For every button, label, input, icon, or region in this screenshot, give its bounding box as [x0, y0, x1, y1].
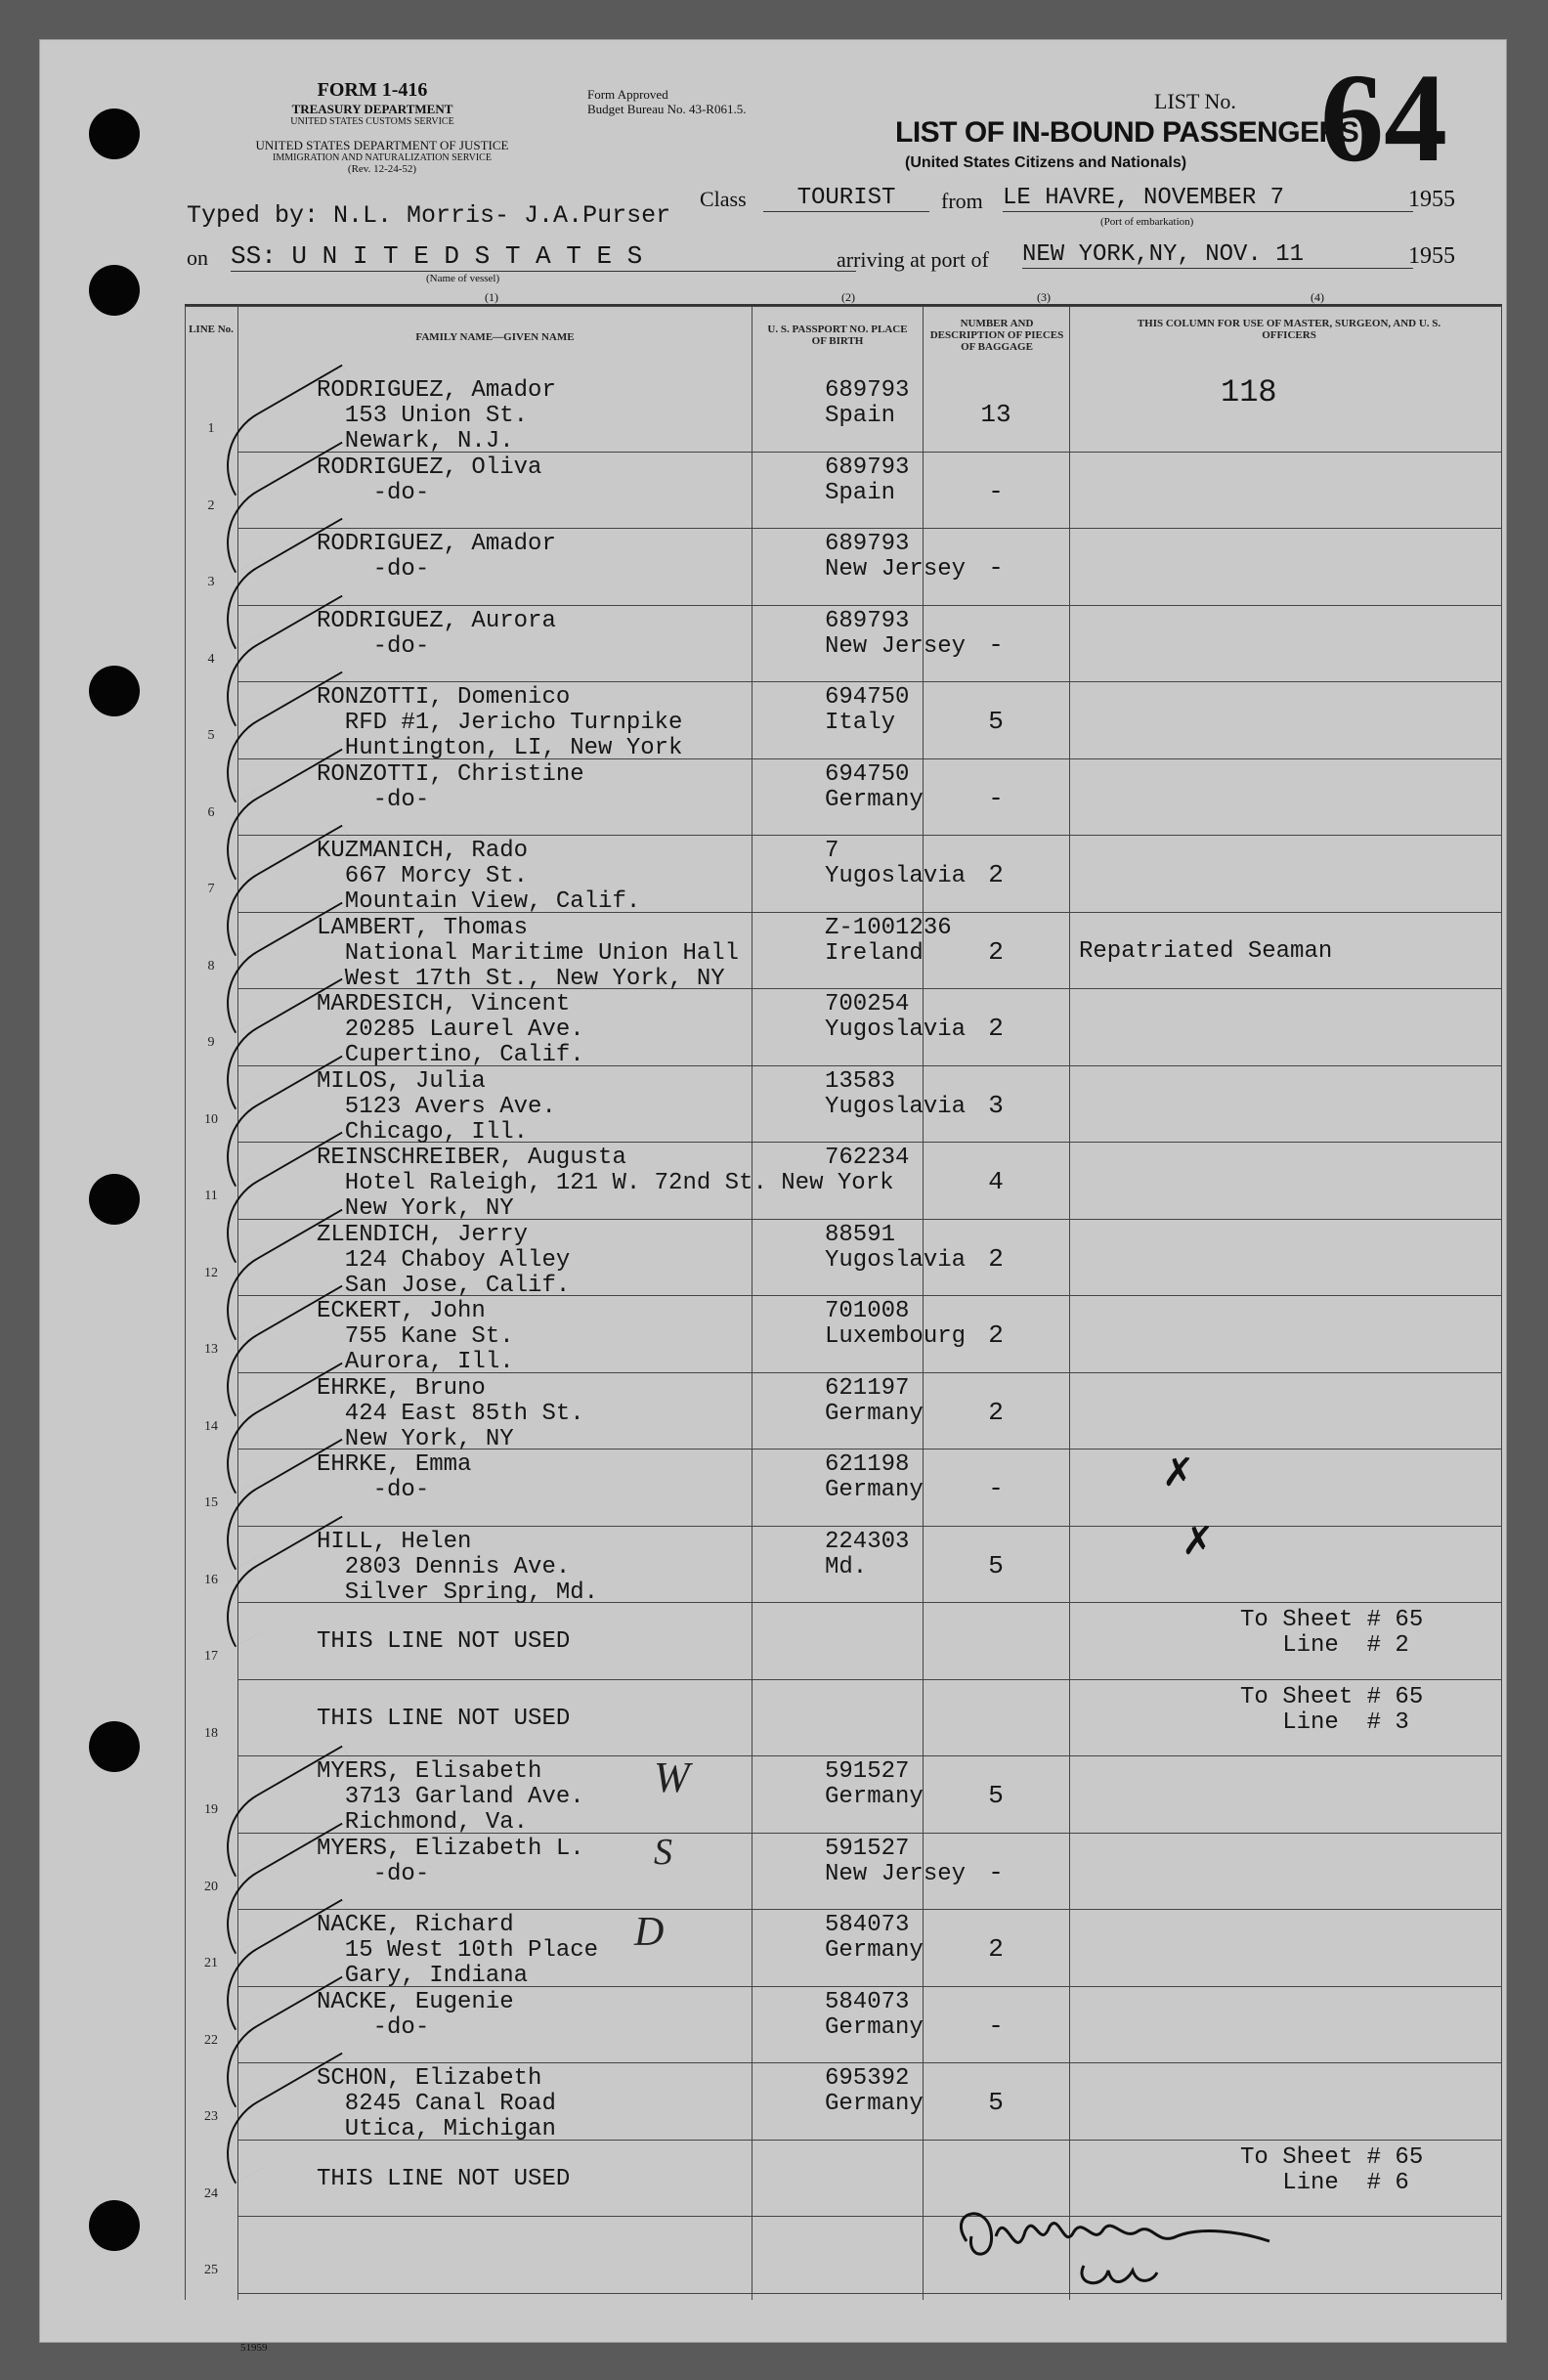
passport-birthplace: 88591 Yugoslavia [825, 1221, 967, 1274]
col-number-4: (4) [1311, 290, 1324, 304]
passenger-name: RODRIGUEZ, Amador 153 Union St. Newark, N.J. [317, 377, 556, 454]
line-number: 5 [207, 728, 215, 743]
col-header-officers: THIS COLUMN FOR USE OF MASTER, SURGEON, AND U. S. OFFICERS [1137, 318, 1441, 341]
class-label: Class [700, 187, 747, 211]
vessel-name: SS: U N I T E D S T A T E S [231, 241, 856, 272]
passport-birthplace: 621197 Germany [825, 1374, 924, 1427]
punch-hole [89, 108, 140, 159]
row-divider [237, 681, 1502, 682]
passport-birthplace: 689793 New Jersey [825, 531, 967, 583]
baggage-count: 4 [988, 1167, 1004, 1196]
line-number: 1 [207, 421, 215, 436]
line-number: 22 [204, 2032, 218, 2048]
baggage-count: 2 [988, 1320, 1004, 1350]
scribble-mark: ✗ [1182, 1519, 1215, 1563]
baggage-count: - [988, 553, 1004, 583]
passport-birthplace: 584073 Germany [825, 1988, 924, 2041]
line-number: 4 [207, 651, 215, 667]
passenger-name: MILOS, Julia 5123 Avers Ave. Chicago, Ill. [317, 1067, 556, 1146]
col-number-3: (3) [1037, 290, 1051, 304]
line-number: 8 [207, 958, 215, 974]
officer-note: Repatriated Seaman [1079, 937, 1333, 965]
passenger-name: LAMBERT, Thomas National Maritime Union Hall West 17th St., New York, NY [317, 914, 740, 992]
baggage-count: 2 [988, 936, 1004, 967]
passport-birthplace: 694750 Italy [825, 684, 910, 736]
passenger-name: HILL, Helen 2803 Dennis Ave. Silver Spring, Md. [317, 1528, 599, 1606]
passport-birthplace: 694750 Germany [825, 760, 924, 813]
passenger-name: EHRKE, Bruno 424 East 85th St. New York, NY [317, 1374, 584, 1452]
arriving-value: NEW YORK,NY, NOV. 11 [1022, 241, 1413, 269]
handwritten-w: W [654, 1753, 690, 1801]
arriving-year: 1955 [1408, 243, 1455, 269]
passenger-name: KUZMANICH, Rado 667 Morcy St. Mountain View, Calif. [317, 838, 641, 915]
officer-note: To Sheet # 65 Line # 2 [1240, 1607, 1424, 1659]
baggage-count: 5 [988, 1550, 1004, 1580]
form-header [255, 79, 490, 127]
form-approved: Form Approved [587, 87, 668, 102]
passenger-name: RONZOTTI, Domenico RFD #1, Jericho Turnpike Huntington, LI, New York [317, 684, 683, 761]
baggage-count: 2 [988, 1934, 1004, 1964]
row-divider [237, 2293, 1502, 2294]
inspector-signature [947, 2192, 1299, 2300]
customs-service: UNITED STATES CUSTOMS SERVICE [290, 116, 454, 127]
passenger-name: RODRIGUEZ, Aurora -do- [317, 607, 556, 660]
passenger-name: RONZOTTI, Christine -do- [317, 760, 584, 813]
passenger-name: RODRIGUEZ, Oliva -do- [317, 454, 542, 506]
list-label: LIST No. [1154, 89, 1236, 113]
passport-birthplace: 689793 Spain [825, 377, 910, 429]
punch-hole [89, 1174, 140, 1225]
approval [587, 87, 746, 116]
passenger-name: ECKERT, John 755 Kane St. Aurora, Ill. [317, 1298, 514, 1375]
col-number-2: (2) [841, 290, 855, 304]
line-number: 18 [204, 1725, 218, 1741]
list-number: 64 [1320, 48, 1447, 189]
row-divider [237, 835, 1502, 836]
line-number: 11 [204, 1189, 218, 1203]
from-label: from [941, 189, 983, 213]
passenger-name: THIS LINE NOT USED [317, 1705, 571, 1732]
baggage-count: 2 [988, 1397, 1004, 1427]
row-divider [237, 2062, 1502, 2063]
justice-dept: UNITED STATES DEPARTMENT OF JUSTICE [255, 138, 509, 152]
punch-hole [89, 1721, 140, 1772]
line-number: 6 [207, 804, 215, 820]
list-subtitle: (United States Citizens and Nationals) [905, 154, 1187, 171]
line-number: 20 [204, 1879, 218, 1894]
row-divider [237, 2216, 1502, 2217]
baggage-count: 2 [988, 860, 1004, 889]
passport-birthplace: 701008 Luxembourg [825, 1298, 967, 1350]
on-label: on [187, 245, 208, 270]
baggage-count: 5 [988, 2088, 1004, 2117]
line-number: 21 [204, 1956, 218, 1970]
passenger-name: EHRKE, Emma -do- [317, 1451, 472, 1503]
line-number: 14 [204, 1418, 218, 1434]
baggage-count: - [988, 1474, 1004, 1503]
passport-birthplace: 762234 [825, 1145, 910, 1171]
revision: (Rev. 12-24-52) [347, 163, 417, 175]
passport-birthplace: 689793 New Jersey [825, 607, 967, 660]
baggage-count: - [988, 476, 1004, 506]
passenger-name: RODRIGUEZ, Amador -do- [317, 531, 556, 583]
line-number: 24 [204, 2185, 218, 2201]
justice-header [187, 138, 578, 175]
baggage-count: - [988, 2011, 1004, 2041]
typed-by: Typed by: N.L. Morris- J.A.Purser [187, 201, 671, 230]
budget-bureau: Budget Bureau No. 43-R061.5. [587, 102, 747, 116]
baggage-count: 13 [980, 400, 1011, 429]
passport-birthplace: 700254 Yugoslavia [825, 991, 967, 1043]
passport-birthplace: 584073 Germany [825, 1912, 924, 1964]
form-number: FORM 1-416 [317, 79, 428, 101]
col-header-line: LINE No. [189, 324, 234, 335]
punch-hole [89, 2200, 140, 2251]
list-title: LIST OF IN-BOUND PASSENGERS [895, 116, 1359, 149]
punch-hole [89, 265, 140, 316]
passenger-name: THIS LINE NOT USED [317, 2165, 571, 2192]
passport-birthplace: 689793 Spain [825, 454, 910, 506]
passenger-name: NACKE, Eugenie -do- [317, 1988, 514, 2041]
passenger-name: ZLENDICH, Jerry 124 Chaboy Alley San Jose, Calif. [317, 1221, 571, 1299]
row-divider [237, 1679, 1502, 1680]
row-divider [237, 1755, 1502, 1756]
passport-birthplace: 224303 Md. [825, 1528, 910, 1580]
line-number: 19 [204, 1802, 218, 1817]
class-value: TOURIST [763, 185, 929, 212]
baggage-count: 5 [988, 707, 1004, 736]
row-divider [237, 1526, 1502, 1527]
baggage-count: 3 [988, 1090, 1004, 1120]
line-number: 3 [207, 575, 215, 589]
line-number: 9 [207, 1035, 215, 1050]
baggage-count: 2 [988, 1014, 1004, 1043]
passenger-name: MARDESICH, Vincent 20285 Laurel Ave. Cupertino, Calif. [317, 991, 584, 1068]
footer-code: 51959 [240, 2342, 268, 2354]
officer-note: To Sheet # 65 Line # 6 [1240, 2143, 1424, 2196]
passenger-name: NACKE, Richard 15 West 10th Place Gary, Indiana [317, 1912, 599, 1989]
baggage-count: 5 [988, 1781, 1004, 1810]
officer-note: To Sheet # 65 Line # 3 [1240, 1683, 1424, 1736]
passenger-name: SCHON, Elizabeth 8245 Canal Road Utica, Michigan [317, 2065, 556, 2142]
passport-birthplace: Z-1001236 Ireland [825, 914, 952, 967]
baggage-count: - [988, 783, 1004, 813]
passport-birthplace: 7 Yugoslavia [825, 838, 967, 889]
baggage-count: - [988, 629, 1004, 660]
from-year: 1955 [1408, 187, 1455, 212]
line-number: 2 [207, 498, 215, 513]
passport-birthplace: 13583 Yugoslavia [825, 1067, 967, 1120]
passport-birthplace: 621198 Germany [825, 1451, 924, 1503]
baggage-count: 2 [988, 1243, 1004, 1274]
scribble-mark: ✗ [1162, 1450, 1195, 1494]
vessel-caption: (Name of vessel) [426, 273, 500, 284]
passenger-name: THIS LINE NOT USED [317, 1628, 571, 1655]
passenger-name: MYERS, Elisabeth 3713 Garland Ave. Richmond, Va. [317, 1758, 584, 1836]
passenger-table [185, 304, 1502, 2300]
line-number: 23 [204, 2109, 218, 2124]
line-number: 15 [204, 1495, 218, 1510]
officer-note: 118 [1221, 374, 1277, 411]
handwritten-d: D [634, 1910, 665, 1955]
punch-hole [89, 666, 140, 716]
arriving-label: arriving at port of [837, 247, 989, 272]
from-value: LE HAVRE, NOVEMBER 7 [1003, 185, 1413, 212]
col-header-baggage: NUMBER AND DESCRIPTION OF PIECES OF BAGGAGE [929, 318, 1064, 353]
line-number: 12 [204, 1265, 218, 1280]
treasury-dept: TREASURY DEPARTMENT [291, 102, 453, 116]
manifest-page [39, 39, 1507, 2354]
immigration-service: IMMIGRATION AND NATURALIZATION SERVICE [273, 152, 492, 163]
col-header-name: FAMILY NAME—GIVEN NAME [415, 331, 575, 343]
port-embarkation-caption: (Port of embarkation) [1100, 216, 1194, 228]
passport-birthplace: 591527 Germany [825, 1758, 924, 1810]
col-number-1: (1) [485, 290, 498, 304]
row-divider [237, 605, 1502, 606]
line-number: 16 [204, 1572, 218, 1587]
line-number: 7 [207, 882, 215, 896]
line-number: 10 [204, 1111, 218, 1127]
line-number: 25 [204, 2263, 218, 2277]
passport-birthplace: 591527 New Jersey [825, 1835, 967, 1887]
row-divider [237, 528, 1502, 529]
baggage-count: - [988, 1857, 1004, 1887]
passenger-name: REINSCHREIBER, Augusta Hotel Raleigh, 121 W. 72nd St. New York New York, NY [317, 1145, 894, 1222]
line-number: 17 [204, 1649, 218, 1664]
col-header-passport: U. S. PASSPORT NO. PLACE OF BIRTH [767, 324, 908, 347]
passenger-name: MYERS, Elizabeth L. -do- [317, 1835, 584, 1887]
handwritten-s: S [654, 1832, 672, 1873]
line-number: 13 [204, 1342, 218, 1357]
row-divider [237, 1909, 1502, 1910]
passport-birthplace: 695392 Germany [825, 2065, 924, 2117]
